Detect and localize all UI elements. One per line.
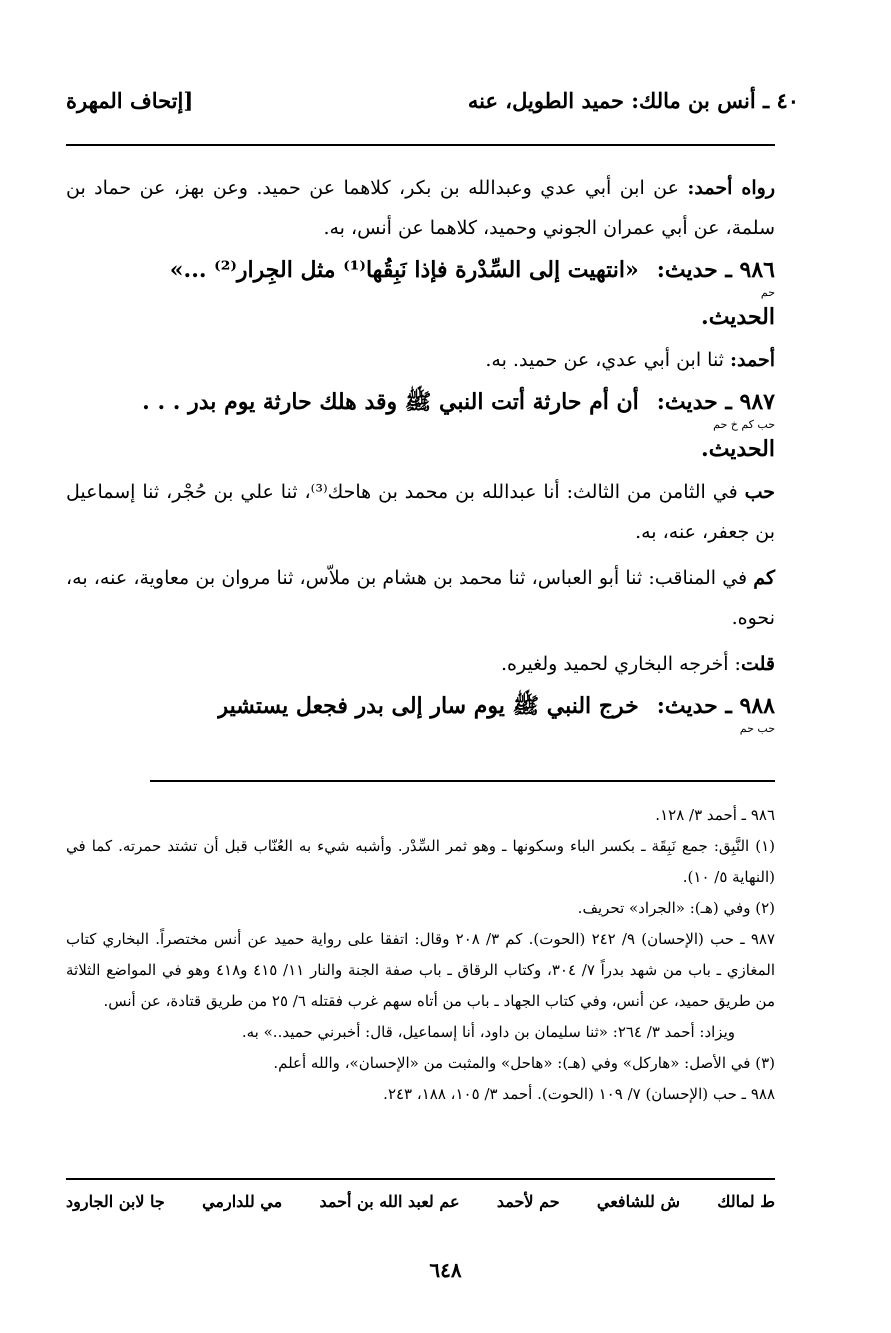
footnote: ٩٨٨ ـ حب (الإحسان) ٧/ ١٠٩ (الحوت). أحمد ٣/ ١٠٥، ١٨٨، ٢٤٣. — [383, 1085, 775, 1103]
paragraph-ahmad — [66, 340, 775, 380]
hadith-source-tag: حب كم خ حم — [713, 418, 775, 431]
abbreviation-legend — [66, 1192, 775, 1211]
footnotes — [66, 800, 775, 1110]
footnote-divider — [150, 780, 775, 782]
source-text: في المناقب: ثنا أبو العباس، ثنا محمد بن هشام بن ملاّس، ثنا مروان بن معاوية، عنه، به، نحوه. — [66, 567, 775, 629]
legend-item: حم لأحمد — [496, 1192, 560, 1211]
source-lead: أحمد: — [730, 349, 775, 371]
running-header — [66, 88, 799, 113]
legend-item: عم لعبد الله بن أحمد — [319, 1192, 460, 1211]
legend-item: مي للدارمي — [202, 1192, 283, 1211]
main-text — [66, 168, 775, 736]
paragraph-hibban — [66, 472, 775, 552]
header-title: ٤٠ ـ أنس بن مالك: حميد الطويل، عنه — [467, 88, 799, 113]
source-text: : أخرجه البخاري لحميد ولغيره. — [500, 653, 741, 675]
header-book-title: [إتحاف المهرة — [66, 88, 194, 113]
hadith-end: الحديث. — [701, 436, 775, 462]
source-lead: حب — [744, 481, 776, 503]
hadith-text: خرج النبي ﷺ يوم سار إلى بدر فجعل يستشير — [217, 693, 639, 719]
legend-divider — [66, 1178, 775, 1180]
hadith-text: «انتهيت إلى السِّدْرة فإذا نَبِقُها⁽¹⁾ مثل الجِرار⁽²⁾ ...» — [169, 257, 639, 283]
legend-item: ش للشافعي — [596, 1192, 680, 1211]
hadith-number: ٩٨٨ ـ حديث: — [656, 693, 775, 719]
source-text: ثنا ابن أبي عدي، عن حميد. به. — [485, 349, 730, 371]
paragraph-hakim — [66, 558, 775, 638]
source-lead: كم — [753, 567, 775, 589]
footnote: ويزاد: أحمد ٣/ ٢٦٤: «ثنا سليمان بن داود، أنا إسماعيل، قال: أخبرني حميد..» به. — [241, 1023, 735, 1041]
footnote: ٩٨٦ ـ أحمد ٣/ ١٢٨. — [655, 806, 775, 824]
source-lead: قلت — [740, 653, 775, 675]
legend-item: جا لابن الجارود — [66, 1192, 165, 1211]
hadith-text: أن أم حارثة أتت النبي ﷺ وقد هلك حارثة يوم بدر . . . — [142, 389, 639, 415]
source-lead: رواه أحمد: — [687, 177, 775, 199]
hadith-source-tag: حب حم — [739, 722, 775, 735]
footnote: (٢) وفي (هـ): «الجراد» تحريف. — [577, 899, 775, 917]
page-number: ٦٤٨ — [429, 1258, 462, 1282]
legend-item: ط لمالك — [717, 1192, 775, 1211]
hadith-986 — [66, 248, 775, 292]
source-text: في الثامن من الثالث: أنا عبدالله بن محمد بن هاحك⁽³⁾، ثنا علي بن حُجْر، ثنا إسماعيل بن جعفر، عنه، به. — [66, 481, 775, 543]
source-text: عن ابن أبي عدي وعبدالله بن بكر، كلاهما عن حميد. وعن بهز، عن حماد بن سلمة، عن أبي عمران الجوني وحميد، كلاهما عن أنس، به. — [66, 177, 775, 239]
paragraph-ahmad-chain — [66, 168, 775, 248]
footnote: ٩٨٧ ـ حب (الإحسان) ٩/ ٢٤٢ (الحوت). كم ٣/ ٢٠٨ وقال: اتفقا على رواية حميد عن أنس مختصراً. البخاري كتاب المغازي ـ باب من شهد بدراً ٧/ ٣٠٤، وكتاب الرقاق ـ باب صفة الجنة والنار ١١/ ٤١٥ و٤١٨ وهو في المواضع الثلاثة من طريق حميد، عن أنس، وفي كتاب الجهاد ـ باب من أتاه سهم غرب فقتله ٦/ ٢٥ من طريق قتادة، عن أنس. — [66, 930, 776, 1010]
paragraph-note — [66, 644, 775, 684]
hadith-source-tag: حم — [760, 286, 775, 299]
hadith-number: ٩٨٦ ـ حديث: — [656, 257, 775, 283]
hadith-end: الحديث. — [701, 304, 775, 330]
header-divider — [66, 144, 775, 146]
footnote: (١) النَّبِق: جمع نَبِقَة ـ بكسر الباء وسكونها ـ وهو ثمر السِّدْر. وأشبه شيء به العُنّاب قبل أن تشتد حمرته. كما في (النهاية ٥/ ١٠). — [66, 837, 775, 886]
footnote: (٣) في الأصل: «هاركل» وفي (هـ): «هاحل» والمثبت من «الإحسان»، والله أعلم. — [273, 1054, 775, 1072]
hadith-987 — [66, 380, 775, 424]
hadith-number: ٩٨٧ ـ حديث: — [656, 389, 775, 415]
